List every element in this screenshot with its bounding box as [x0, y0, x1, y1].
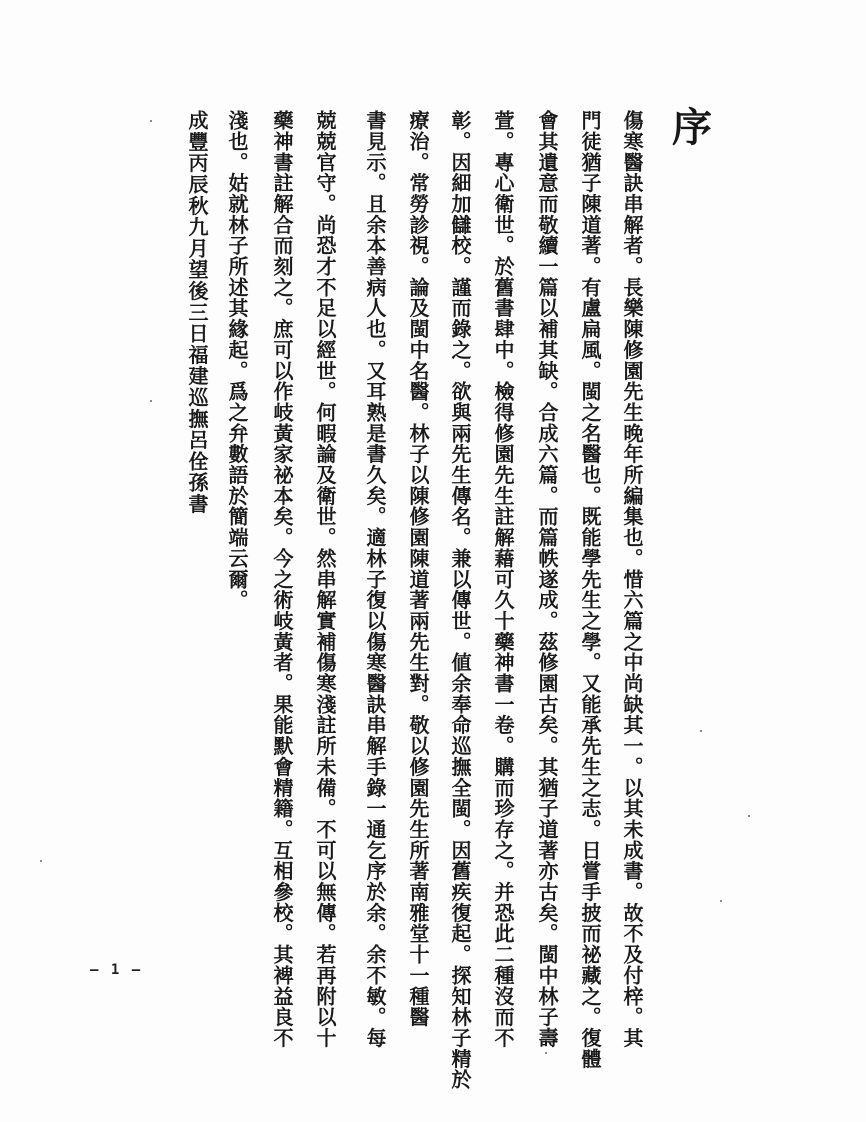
text-column-9: 藥神書註解合而刻之。庶可以作岐黃家祕本矣。今之術岐黃者。果能默會精籍。互相參校。其裨益良不: [270, 110, 294, 1049]
text-column-10: 淺也。姑就林子所述其緣起。爲之弁數語於簡端云爾。: [225, 110, 249, 611]
text-column-8: 兢兢官守。尚恐才不足以經世。何暇論及衛世。然串解實補傷寒淺註所未備。不可以無傳。若再附以十: [313, 110, 337, 1049]
scan-speck: [748, 815, 750, 817]
scan-speck: [150, 120, 152, 122]
scan-speck: [700, 730, 702, 732]
scan-speck: [720, 900, 722, 902]
page-number: — 1 —: [90, 962, 143, 978]
text-column-3: 會其遺意而敬續一篇以補其缺。合成六篇。而篇帙遂成。茲修園古矣。其猶子道著亦古矣。閩中林子壽: [535, 110, 559, 1049]
text-column-6: 療治。常勞診視。論及閩中名醫。林子以陳修園陳道著兩先生對。敬以修園先生所著南雅堂十一種醫: [406, 110, 430, 1028]
text-column-2: 門徒猶子陳道著。有盧扁風。閩之名醫也。既能學先生之學。又能承先生之志。日嘗手披而祕藏之。復體: [578, 110, 602, 1070]
scan-speck: [150, 400, 152, 402]
text-column-5: 彰。因細加讎校。謹而錄之。欲與兩先生傳名。兼以傳世。値余奉命巡撫全閩。因舊疾復起。探知林子精於: [448, 110, 472, 1090]
text-column-4: 萱。專心衛世。於舊書肆中。檢得修園先生註解藉可久十藥神書一卷。購而珍存之。并恐此二種沒而不: [491, 110, 515, 1049]
text-column-1: 傷寒醫訣串解者。長樂陳修園先生晚年所編集也。惜六篇之中尚缺其一。以其未成書。故不及付梓。其: [620, 110, 644, 1049]
text-column-7: 書見示。且余本善病人也。又耳熟是書久矣。適林子復以傷寒醫訣串解手錄一通乞序於余。余不敏。每: [363, 110, 387, 1049]
signature-column: 成豐丙辰秋九月望後三日福建巡撫呂佺孫書: [185, 110, 209, 515]
scan-speck: [545, 1052, 547, 1054]
scan-speck: [40, 860, 42, 862]
preface-heading: 序: [672, 104, 712, 151]
